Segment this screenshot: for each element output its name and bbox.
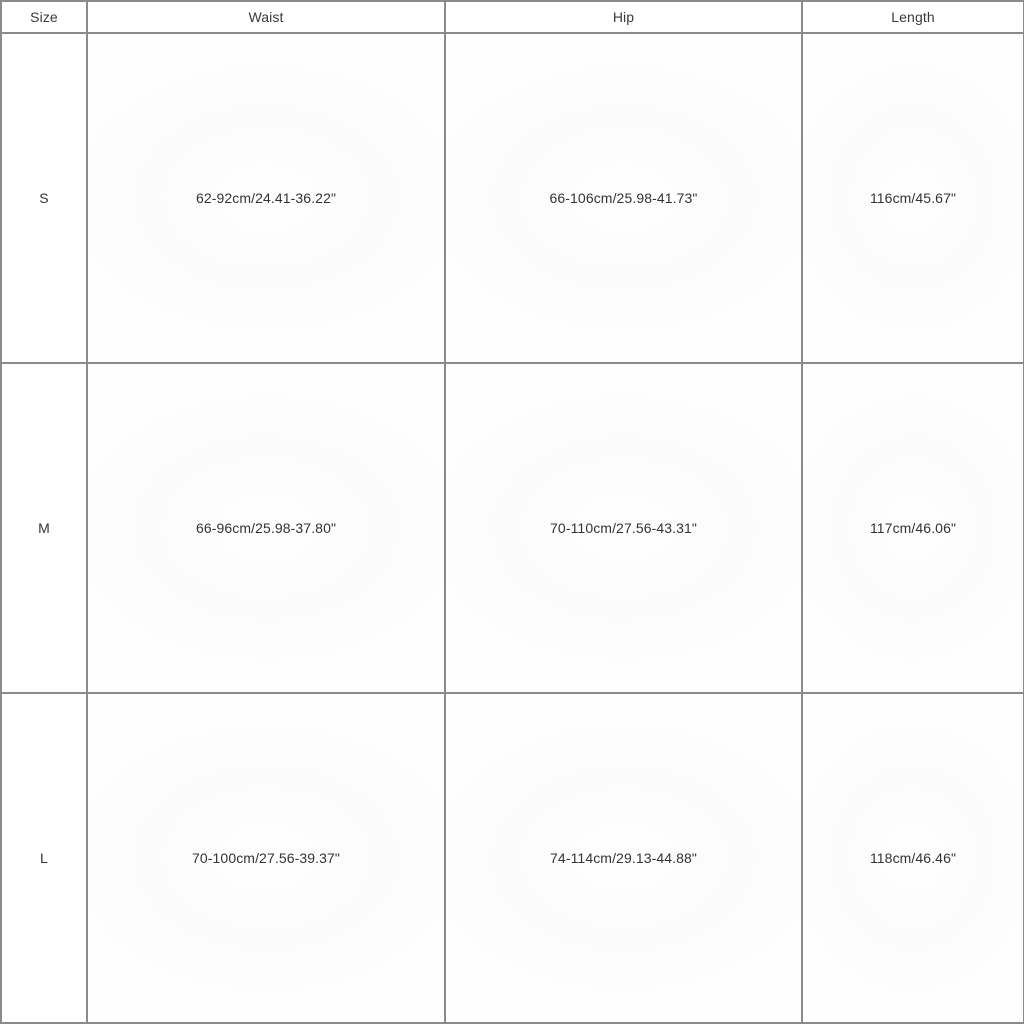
row-l-waist [88, 694, 446, 1024]
waist-value: 70-100cm/27.56-39.37" [192, 850, 340, 866]
hip-value: 74-114cm/29.13-44.88" [550, 850, 697, 866]
length-value: 116cm/45.67" [869, 190, 957, 206]
header-hip [446, 2, 803, 34]
header-length-label: Length [891, 9, 935, 25]
waist-value: 66-96cm/25.98-37.80" [195, 520, 337, 536]
length-value: 118cm/46.46" [869, 850, 957, 866]
row-m-waist [88, 364, 446, 694]
row-m-hip [446, 364, 803, 694]
row-s-size [2, 34, 88, 364]
size-label: L [40, 850, 48, 866]
size-label: M [38, 520, 50, 536]
length-value: 117cm/46.06" [869, 520, 957, 536]
hip-value: 66-106cm/25.98-41.73" [549, 190, 698, 206]
waist-value: 62-92cm/24.41-36.22" [195, 190, 337, 206]
row-l-length [803, 694, 1024, 1024]
header-size-label: Size [30, 9, 58, 25]
row-l-hip [446, 694, 803, 1024]
row-m-size [2, 364, 88, 694]
header-waist [88, 2, 446, 34]
hip-value: 70-110cm/27.56-43.31" [550, 520, 697, 536]
row-m-length [803, 364, 1024, 694]
header-hip-label: Hip [612, 9, 635, 25]
row-s-hip [446, 34, 803, 364]
header-size [2, 2, 88, 34]
header-length [803, 2, 1024, 34]
row-l-size [2, 694, 88, 1024]
header-waist-label: Waist [248, 9, 284, 25]
size-label: S [39, 190, 49, 206]
row-s-waist [88, 34, 446, 364]
row-s-length [803, 34, 1024, 364]
